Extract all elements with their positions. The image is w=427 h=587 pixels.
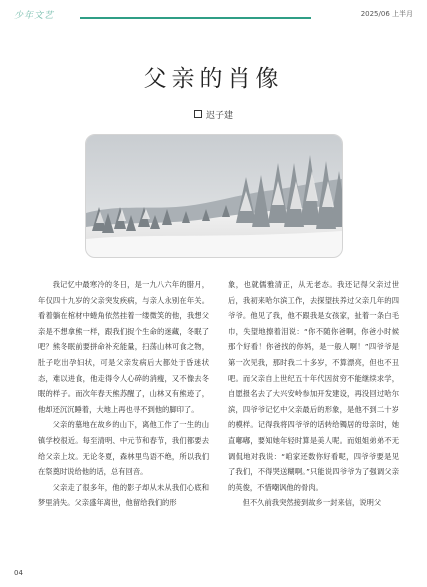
article-title: 父亲的肖像 (143, 66, 284, 92)
body-paragraph: 父亲的墓地在故乡的山下，离他工作了一生的山镇学校很近。每至清明、中元节和春节，我们都要去给父亲上坟。无论冬夏，森林里鸟语不绝，所以我们在祭奠时说给他的话，总有回音。 (38, 420, 209, 477)
magazine-brand: 少年文艺 (14, 11, 55, 21)
snow-forest-image (86, 135, 342, 257)
header-rule (80, 17, 311, 19)
body-paragraph: 象，也就儒雅清正，从无老态。我还记得父亲过世后，我初来哈尔滨工作，去探望扶养过父亲几年的四爷爷。他见了我，他不跟我是女孩家，扯着一条白毛巾，失望地擦着泪说：“你不随你爸啊，你爸小时候那个好看！你爸找的你妈，是一般人啊！”四爷爷是第一次见我，那时我二十多岁，不算漂亮，但也不丑吧。而父亲自上世纪五十年代因贫穷不能继续求学，自愿报名去了大兴安岭参加开发建设，再没回过哈尔滨，四爷爷记忆中父亲最后的形象，是他不到二十岁的模样。记得我将四爷爷的话转给镯居的母亲时，她直嘟嘟，要知她年轻时算是美人呢。而姐姐弟弟不无调侃地对我说：“咱家还数你好看呢，四爷爷要是见了我们，不得哭送糊啊。”只能说四爷爷为了强调父亲的英俊，不惜嘲讽他的骨肉。 (228, 280, 399, 492)
issue-label: 2025/06 上半月 (360, 10, 413, 18)
author-box-icon (194, 110, 202, 118)
page-number: 04 (14, 569, 23, 577)
article-photo (85, 134, 343, 258)
page-header (0, 0, 427, 26)
body-paragraph: 父亲走了很多年，他的影子却从未从我们心底和梦里消失。父亲盛年离世，他留给我们的形 (38, 482, 209, 508)
author-name: 迟子建 (205, 111, 233, 121)
article-author (0, 108, 427, 121)
body-column-left (38, 277, 209, 511)
body-paragraph: 但不久前我突然接到故乡一封来信，说明父 (242, 498, 382, 508)
body-column-right (228, 277, 399, 511)
body-paragraph: 我记忆中最寒冷的冬日，是一九八六年的腊月，年仅四十九岁的父亲突发疾病，与亲人永别在年关。看着躺在棺材中蜷角依然挂着一缕微笑的他，我想父亲是不想拿熊一样，跟我们捉个生命的迷藏，冬眠了吧？熊冬眠前要拼命补充能量，扫荡山林可食之物，肚子吃出孕妇状，可是父亲发病后大都处于昏迷状态，难以进食，他走得令人心碎的消瘦，又不像去冬眠的样子。而次年春天熊苏醒了，山林又有熊迹了，他却还沉沉睡着，大地上再也寻不到他的脚印了。 (38, 280, 209, 414)
